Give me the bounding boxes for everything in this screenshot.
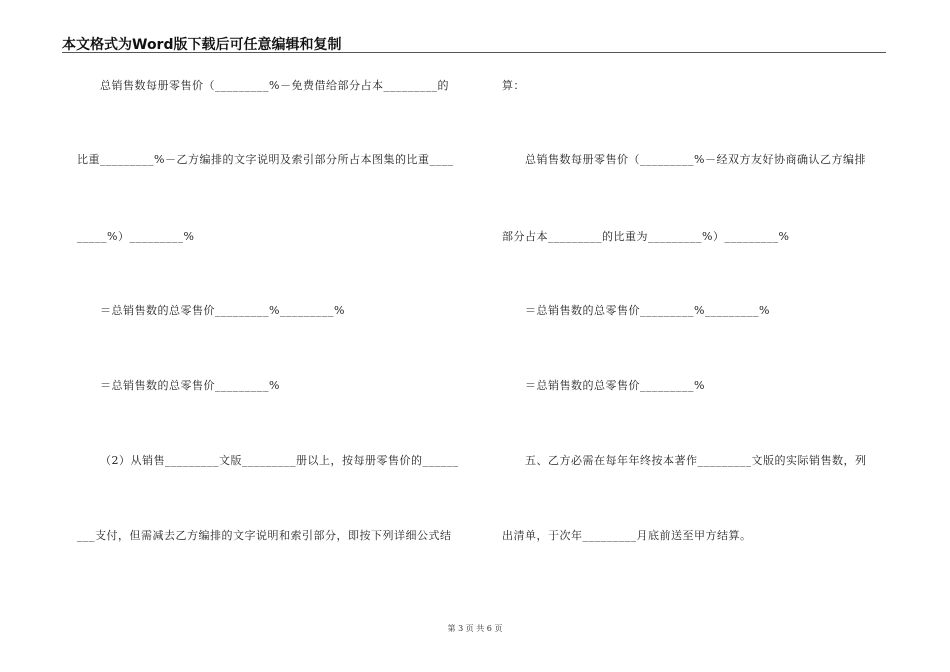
right-line-6: 五、乙方必需在每年年终按本著作_________文版的实际销售数，列 (525, 454, 867, 467)
right-line-4: ＝总销售数的总零售价_________%_________% (525, 304, 770, 317)
document-header-title: 本文格式为Word版下载后可任意编辑和复制 (62, 37, 342, 53)
right-line-3: 部分占本_________的比重为_________%）_________% (502, 230, 790, 243)
left-line-3: _____%）_________% (77, 230, 195, 243)
left-line-1: 总销售数每册零售价（_________%－免费借给部分占本_________的 (100, 79, 449, 92)
header-divider (62, 52, 886, 53)
right-line-7: 出清单，于次年_________月底前送至甲方结算。 (502, 529, 752, 542)
page-number-footer: 第 3 页 共 6 页 (447, 624, 503, 633)
left-line-5: ＝总销售数的总零售价_________% (100, 379, 280, 392)
left-line-6: （2）从销售_________文版_________册以上，按每册零售价的______ (100, 454, 459, 467)
right-line-1: 算： (502, 79, 525, 92)
right-line-2: 总销售数每册零售价（_________%－经双方友好协商确认乙方编排 (525, 153, 866, 166)
left-line-4: ＝总销售数的总零售价_________%_________% (100, 304, 345, 317)
right-line-5: ＝总销售数的总零售价_________% (525, 379, 705, 392)
left-line-7: ___支付，但需减去乙方编排的文字说明和索引部分，即按下列详细公式结 (77, 529, 452, 542)
left-line-2: 比重_________%－乙方编排的文字说明及索引部分所占本图集的比重____ (77, 153, 454, 166)
